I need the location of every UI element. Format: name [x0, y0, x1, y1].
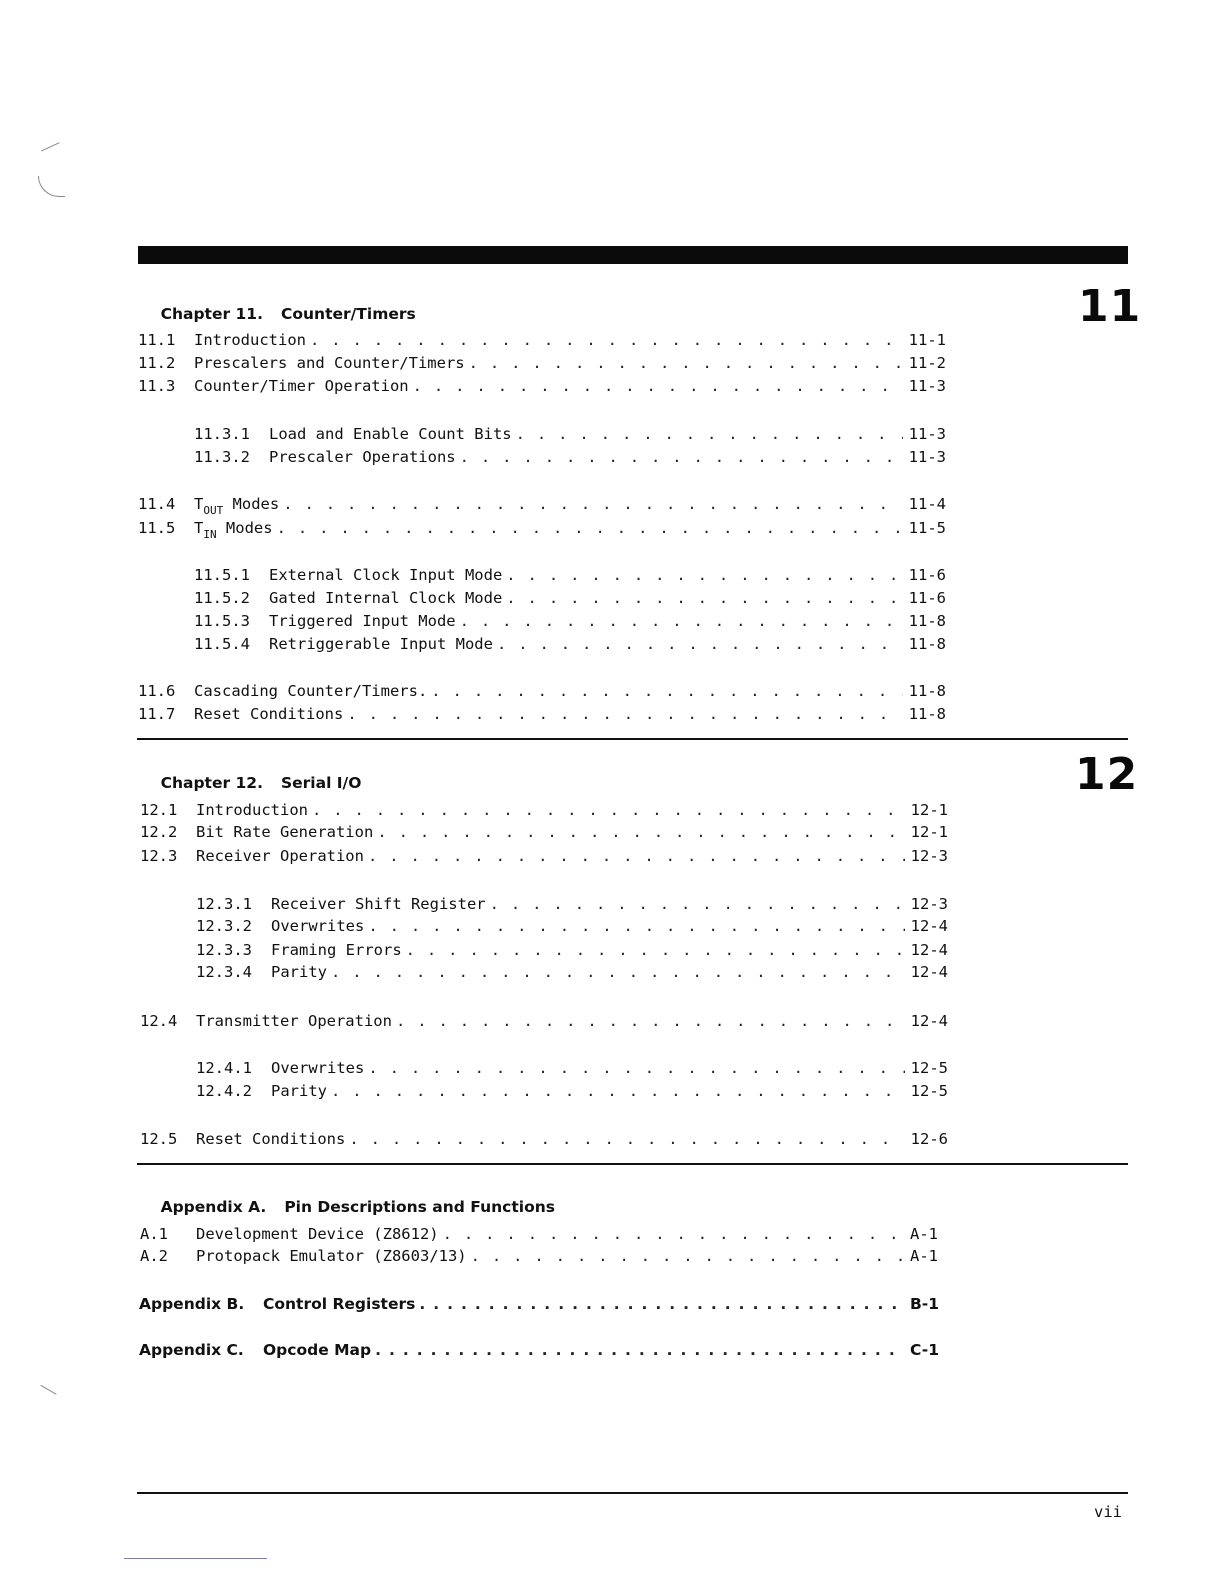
toc-entry-title: Prescalers and Counter/Timers — [194, 354, 465, 372]
dot-leader — [506, 588, 902, 608]
toc-entry-page: 11-8 — [908, 612, 946, 630]
toc-entry-page: 12-4 — [910, 1012, 948, 1030]
toc-entry-title: Counter/Timer Operation — [194, 377, 409, 395]
footer-page-number: vii — [1094, 1503, 1122, 1521]
toc-entry-page: 12-4 — [910, 963, 948, 981]
toc-entry-title-main: T — [194, 519, 204, 537]
chapter-12-title: Serial I/O — [280, 774, 362, 792]
toc-entry-page: 12-6 — [910, 1130, 948, 1148]
toc-entry[interactable] — [194, 611, 946, 631]
toc-entry-page: 11-8 — [908, 682, 946, 700]
toc-entry-number: 11.5.1 — [194, 566, 250, 584]
dot-leader — [443, 1224, 904, 1244]
appendix-b-page: B-1 — [909, 1295, 939, 1313]
appendix-divider-rule — [137, 1163, 1128, 1165]
toc-entry-title-subscript: OUT — [203, 504, 224, 517]
toc-entry-number: 12.3.3 — [196, 941, 252, 959]
chapter-12-label: Chapter 12. — [160, 774, 263, 792]
dot-leader — [377, 822, 904, 842]
toc-entry-title: Framing Errors — [271, 941, 402, 959]
appendix-b-label: Appendix B. — [139, 1295, 245, 1313]
dot-leader — [310, 330, 903, 350]
appendix-b-entry[interactable] — [139, 1294, 939, 1314]
scan-artifact-mark — [38, 176, 65, 197]
dot-leader — [375, 1340, 904, 1360]
toc-entry-page: 12-1 — [910, 801, 948, 819]
dot-leader — [347, 704, 902, 724]
dot-leader — [312, 800, 905, 820]
toc-entry[interactable] — [138, 330, 946, 350]
toc-entry-number: 11.2 — [138, 354, 176, 372]
toc-entry-page: 11-3 — [908, 425, 946, 443]
toc-entry-title: Retriggerable Input Mode — [269, 635, 493, 653]
toc-entry-title — [194, 494, 279, 516]
appendix-c-label: Appendix C. — [139, 1341, 244, 1359]
toc-entry[interactable] — [138, 704, 946, 724]
toc-entry[interactable] — [194, 424, 946, 444]
toc-entry-number: 11.5.4 — [194, 635, 250, 653]
toc-entry-number: 12.4.1 — [196, 1059, 252, 1077]
dot-leader — [460, 447, 903, 467]
chapter-top-bar — [138, 246, 1128, 264]
footer-rule — [137, 1492, 1128, 1494]
chapter-11-label: Chapter 11. — [160, 305, 263, 323]
toc-entry-number: 12.3.2 — [196, 917, 252, 935]
toc-entry-title: Prescaler Operations — [269, 448, 456, 466]
toc-entry-page: 12-5 — [910, 1059, 948, 1077]
dot-leader — [368, 846, 905, 866]
toc-entry-number: 12.3 — [140, 847, 178, 865]
appendix-a-label: Appendix A. — [160, 1198, 267, 1216]
toc-entry[interactable] — [140, 846, 948, 866]
toc-entry-number: A.1 — [140, 1225, 168, 1243]
toc-entry-number: 11.7 — [138, 705, 176, 723]
toc-entry-title-main: T — [194, 495, 204, 513]
toc-entry-page: 11-3 — [908, 377, 946, 395]
toc-entry[interactable] — [194, 588, 946, 608]
toc-entry-page: 11-6 — [908, 566, 946, 584]
dot-leader — [368, 916, 904, 936]
toc-entry[interactable] — [196, 894, 948, 914]
toc-entry-page: 11-8 — [908, 705, 946, 723]
chapter-divider-rule — [137, 738, 1128, 740]
toc-entry-number: 12.4.2 — [196, 1082, 252, 1100]
toc-entry-number: 12.3.4 — [196, 963, 252, 981]
toc-entry-page: 12-5 — [910, 1082, 948, 1100]
toc-entry[interactable] — [138, 681, 946, 701]
toc-entry-page: 12-3 — [910, 847, 948, 865]
toc-entry-number: 11.4 — [138, 495, 176, 513]
toc-entry[interactable] — [194, 565, 946, 585]
toc-entry-title: Load and Enable Count Bits — [269, 425, 512, 443]
dot-leader — [516, 424, 903, 444]
toc-entry[interactable] — [140, 1246, 938, 1266]
toc-entry-number: 12.1 — [140, 801, 178, 819]
toc-entry-title-subscript: IN — [203, 528, 217, 541]
dot-leader — [277, 518, 903, 538]
toc-entry-number: 11.5 — [138, 519, 176, 537]
toc-entry-title: Bit Rate Generation — [196, 823, 374, 841]
dot-leader — [471, 1246, 904, 1266]
appendix-c-page: C-1 — [910, 1341, 939, 1359]
toc-entry-number: 11.5.3 — [194, 612, 250, 630]
toc-entry[interactable] — [140, 1129, 948, 1149]
toc-entry[interactable] — [138, 353, 946, 373]
dot-leader — [431, 681, 902, 701]
toc-entry[interactable] — [138, 376, 946, 396]
toc-entry-title: Parity — [271, 1082, 327, 1100]
dot-leader — [490, 894, 905, 914]
toc-entry-title — [194, 518, 273, 540]
toc-entry-page: 11-6 — [908, 589, 946, 607]
toc-entry-title: Transmitter Operation — [196, 1012, 392, 1030]
toc-entry-title: Reset Conditions — [196, 1130, 346, 1148]
toc-entry-page: A-1 — [910, 1225, 938, 1243]
toc-entry-number: 11.3.1 — [194, 425, 250, 443]
chapter-11-title: Counter/Timers — [280, 305, 416, 323]
dot-leader — [497, 634, 903, 654]
dot-leader — [368, 1058, 904, 1078]
toc-entry-number: A.2 — [140, 1247, 168, 1265]
dot-leader — [331, 1081, 905, 1101]
toc-entry-number: 12.4 — [140, 1012, 178, 1030]
toc-entry-title-rest: Modes — [216, 519, 273, 537]
toc-entry-page: 12-4 — [910, 941, 948, 959]
toc-entry-number: 11.3.2 — [194, 448, 250, 466]
toc-entry[interactable] — [194, 447, 946, 467]
toc-entry-page: A-1 — [910, 1247, 938, 1265]
toc-entry-title: Parity — [271, 963, 327, 981]
link-underline — [124, 1558, 267, 1559]
toc-entry-page: 11-1 — [908, 331, 946, 349]
toc-entry-title: Cascading Counter/Timers. — [194, 682, 428, 700]
scan-artifact-mark — [40, 1376, 61, 1395]
toc-entry[interactable] — [140, 1224, 938, 1244]
toc-entry-number: 12.5 — [140, 1130, 178, 1148]
dot-leader — [283, 494, 902, 514]
dot-leader — [419, 1294, 904, 1314]
toc-entry[interactable] — [138, 494, 946, 517]
scan-artifact-mark — [41, 142, 63, 159]
toc-entry-number: 11.3 — [138, 377, 176, 395]
toc-entry-page: 11-8 — [908, 635, 946, 653]
toc-entry[interactable] — [196, 1058, 948, 1078]
dot-leader — [396, 1011, 905, 1031]
toc-entry-title-rest: Modes — [223, 495, 280, 513]
toc-entry-page: 11-5 — [908, 519, 946, 537]
toc-entry[interactable] — [138, 518, 946, 541]
dot-leader — [460, 611, 903, 631]
appendix-b-title: Control Registers — [263, 1295, 416, 1313]
toc-entry[interactable] — [196, 962, 948, 982]
toc-entry-title: Gated Internal Clock Mode — [269, 589, 503, 607]
dot-leader — [469, 353, 903, 373]
toc-entry-number: 11.1 — [138, 331, 176, 349]
toc-entry-page: 12-3 — [910, 895, 948, 913]
dot-leader — [331, 962, 905, 982]
toc-entry-title: Receiver Operation — [196, 847, 364, 865]
toc-entry-title: Receiver Shift Register — [271, 895, 486, 913]
chapter-11-tab-number: 11 — [1078, 281, 1142, 332]
appendix-c-title: Opcode Map — [263, 1341, 372, 1359]
toc-entry[interactable] — [196, 940, 948, 960]
toc-entry-title: Reset Conditions — [194, 705, 344, 723]
dot-leader — [406, 940, 905, 960]
dot-leader — [413, 376, 903, 396]
toc-entry-title: External Clock Input Mode — [269, 566, 503, 584]
toc-entry[interactable] — [196, 916, 948, 936]
toc-entry[interactable] — [194, 634, 946, 654]
toc-entry-title: Development Device (Z8612) — [196, 1225, 439, 1243]
toc-entry-title: Introduction — [194, 331, 306, 349]
toc-entry-title: Protopack Emulator (Z8603/13) — [196, 1247, 467, 1265]
appendix-c-entry[interactable] — [139, 1340, 939, 1360]
toc-entry-title: Triggered Input Mode — [269, 612, 456, 630]
chapter-12-tab-number: 12 — [1075, 749, 1139, 800]
toc-entry-page: 11-4 — [908, 495, 946, 513]
toc-entry-number: 11.6 — [138, 682, 176, 700]
toc-entry-page: 11-3 — [908, 448, 946, 466]
toc-entry[interactable] — [140, 800, 948, 820]
toc-entry[interactable] — [196, 1081, 948, 1101]
toc-entry[interactable] — [140, 1011, 948, 1031]
dot-leader — [506, 565, 902, 585]
toc-entry-title: Overwrites — [271, 1059, 365, 1077]
toc-entry[interactable] — [140, 822, 948, 842]
toc-entry-number: 12.2 — [140, 823, 178, 841]
toc-entry-page: 11-2 — [908, 354, 946, 372]
toc-entry-number: 11.5.2 — [194, 589, 250, 607]
toc-entry-title: Introduction — [196, 801, 308, 819]
toc-entry-page: 12-1 — [910, 823, 948, 841]
dot-leader — [349, 1129, 904, 1149]
toc-entry-number: 12.3.1 — [196, 895, 252, 913]
toc-entry-page: 12-4 — [910, 917, 948, 935]
toc-entry-title: Overwrites — [271, 917, 365, 935]
appendix-a-title: Pin Descriptions and Functions — [284, 1198, 555, 1216]
